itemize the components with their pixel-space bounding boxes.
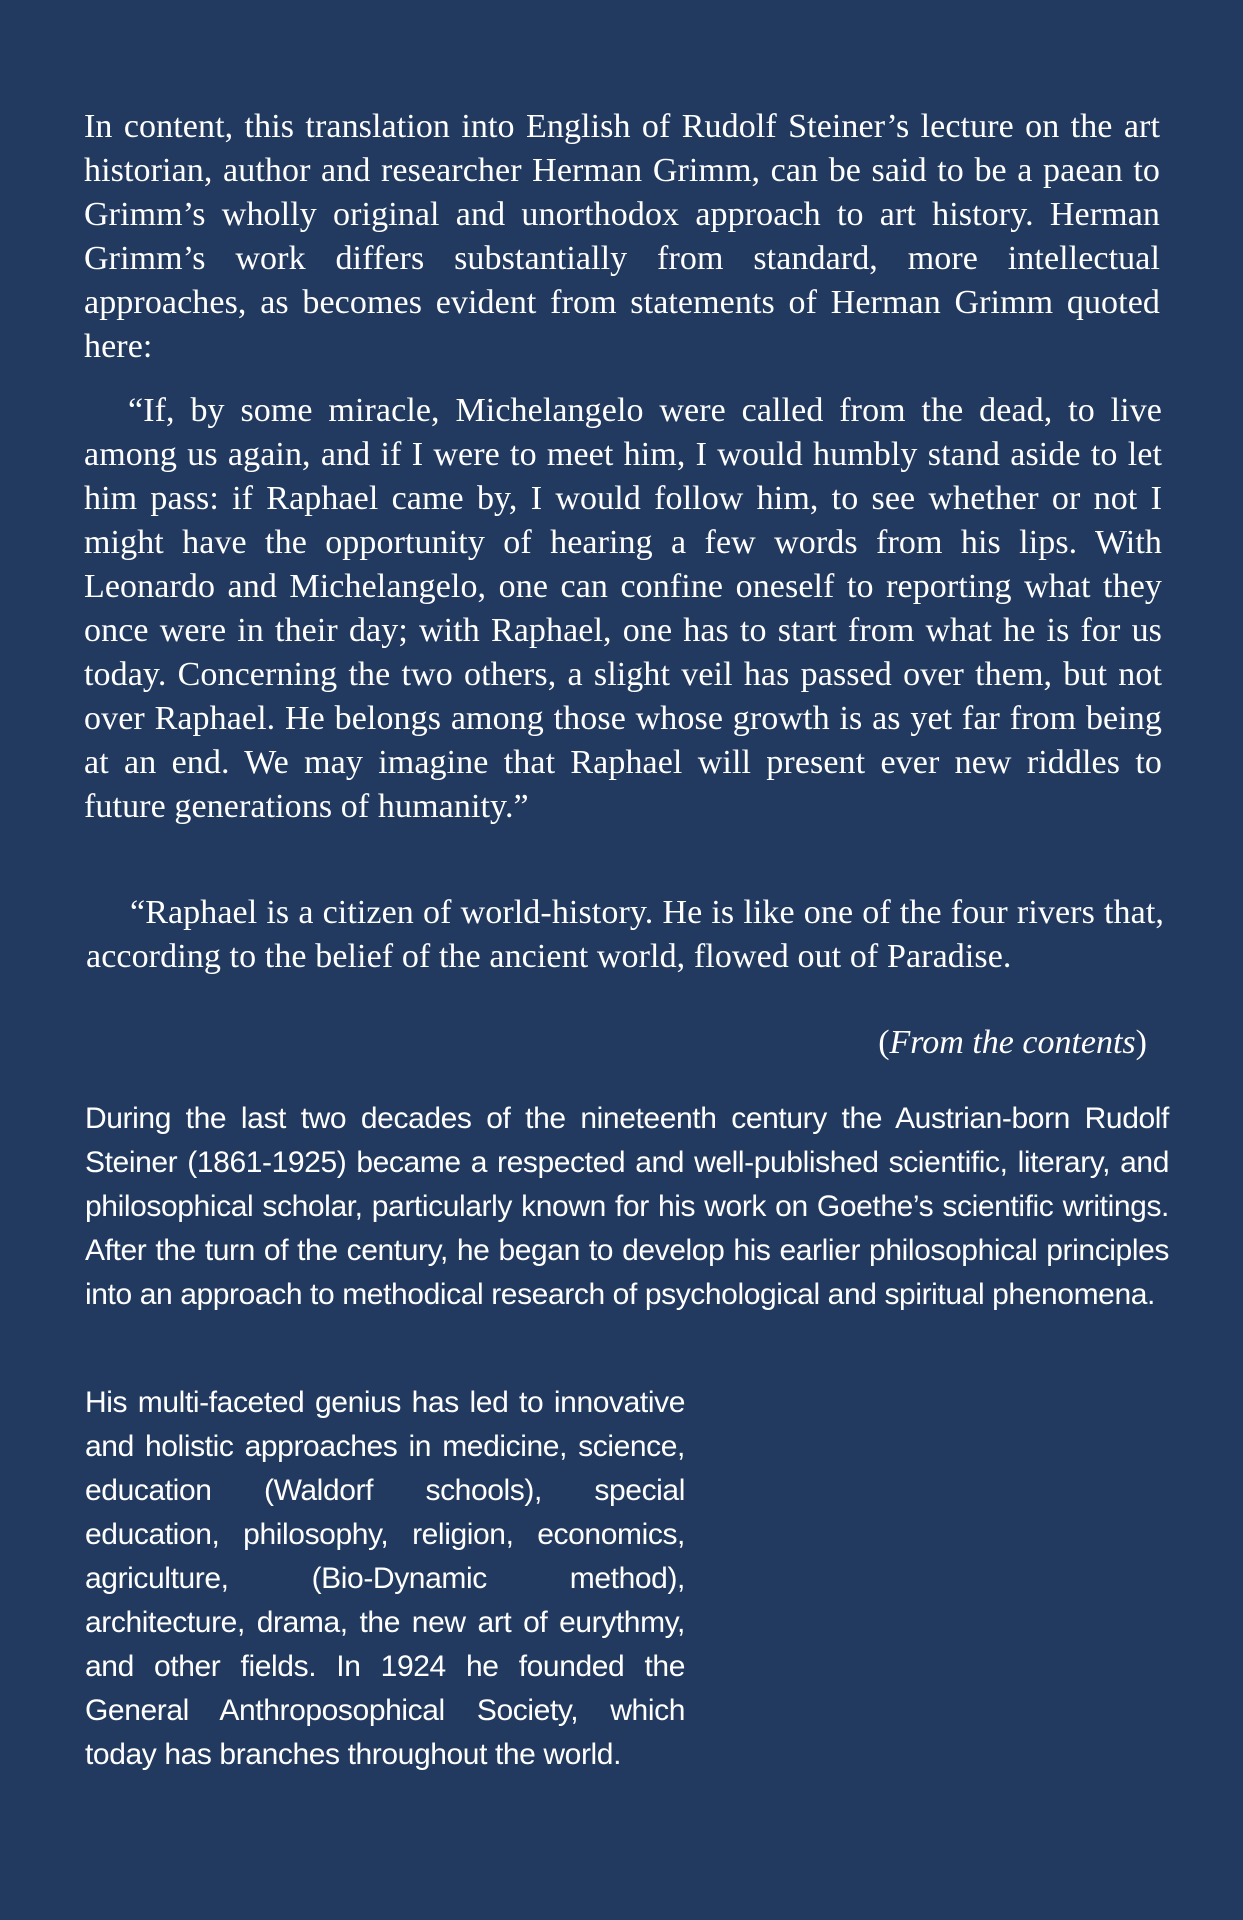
grimm-quote-world-history: “Raphael is a citizen of world-history. He is like one of the four rivers that, according to the belief of the ancient world, flowed out of Paradise. <box>86 894 1164 975</box>
grimm-quote-michelangelo-raphael: “If, by some miracle, Michelangelo were called from the dead, to live among us again, and if I were to meet him, I would humbly stand aside to let him pass: if Raphael came by, I would follow him, to see whether or not I might have the opportunity of hearing a few words from his lips. With Leonardo and Michelangelo, one can confine oneself to reporting what they once were in their day; with Raphael, one has to start from what he is for us today. Concerning the two others, a slight veil has passed over them, but not over Raphael. He belongs among those whose growth is as yet far from being at an end. We may imagine that Raphael will present ever new riddles to future generations of humanity.” <box>84 392 1162 825</box>
quote-attribution <box>878 1021 1147 1065</box>
author-bio-paragraph-2: His multi-faceted genius has led to innovative and holistic approaches in medicine, science, education (Waldorf schools), special education, philosophy, religion, economics, agriculture, (Bio-Dynamic method), architecture, drama, the new art of eurythmy, and other fields. In 1924 he founded the General Anthroposophical Society, which today has branches throughout the world. <box>85 1386 685 1771</box>
attribution-close-paren: ) <box>1135 1024 1147 1061</box>
intro-paragraph: In content, this translation into English of Rudolf Steiner’s lecture on the art historian, author and researcher Herman Grimm, can be said to be a paean to Grimm’s wholly original and unorthodox approach to art history. Herman Grimm’s work differs substantially from standard, more intellectual approaches, as becomes evident from statements of Herman Grimm quoted here: <box>84 108 1160 365</box>
attribution-label: From the contents <box>889 1024 1136 1061</box>
author-bio-paragraph-1: During the last two decades of the nineteenth century the Austrian-born Rudolf Steiner (1861-1925) became a respected and well-published scientific, literary, and philosophical scholar, particularly known for his work on Goethe’s scientific writings. After the turn of the century, he began to develop his earlier philosophical principles into an approach to methodical research of psychological and spiritual phenomena. <box>85 1102 1169 1311</box>
attribution-open-paren: ( <box>878 1024 890 1061</box>
